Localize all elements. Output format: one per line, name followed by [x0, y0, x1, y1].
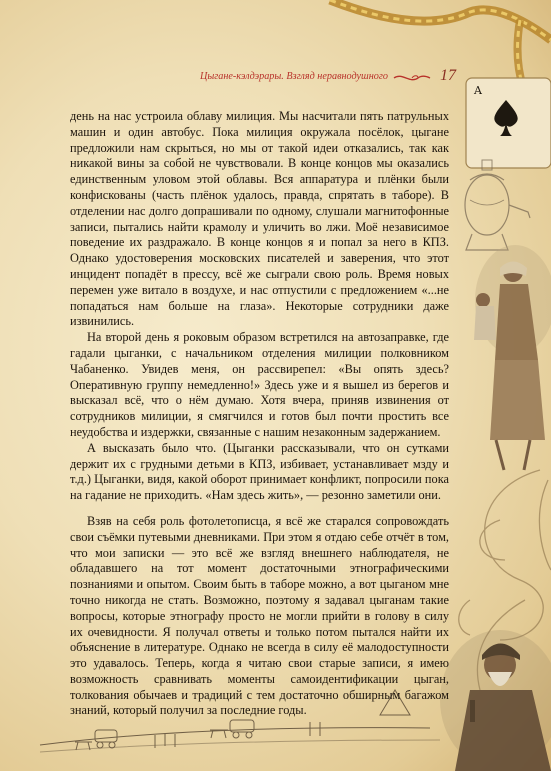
svg-text:A: A [474, 84, 482, 97]
samovar-icon [465, 160, 530, 250]
paragraph: день на нас устроила облаву милиция. Мы насчитали пять патрульных машин и один автобус. Пока милиция окружала посёлок, цыгане предложили нам скрыться, но мы от такой идеи отказались, так как никакой вины за собой не чувствовали. В конце концов мы оказались единственным уловом этой облавы. Вся аппаратура и плёнки были конфискованы (часть плёнок удалось, правда, спрятать в таборе). В отделении нас долго допрашивали по одному, слушали магнитофонные записи, пытались найти крамолу и уличить во лжи. Моё независимое поведение их раздражало. В конце концов я и попал за него в КПЗ. Однако удостоверения московских писателей и заверения, что этот инцидент попадёт в прессу, всё же сыграли свою роль. Время новых перемен уже витало в воздухе, и нас отпустили с предложением «...не попадаться нам больше на глаза». Некоторые сотрудники даже извинились. [70, 109, 449, 329]
old-man-photo [440, 630, 551, 771]
paragraph: На второй день я роковым образом встретился на автозаправке, где гадали цыганки, с начальником отделения милиции полковником Чабаненко. Увидев меня, он рассвирепел: «Вы опять здесь? Оперативную группу немедленно!» Здесь уже и я вышел из берегов и высказал всё, что о нём думаю. Хотя вчера, приняв извинения от сотрудников милиции, я смягчился и готов был почти простить все неудобства и издержки, связанные с нашим незаконным задержанием. [70, 330, 449, 439]
swirl-ornament-icon [392, 72, 432, 84]
paragraph: Взяв на себя роль фотолетописца, я всё же старался сопровождать свои съёмки путевыми дневниками. При этом я отдаю себе отчёт в том, что мои записки — это всё же взгляд внешнего наблюдателя, не обладавшего на тот момент достаточными этнографическими познаниями и опытом. Своим быть в таборе можно, а вот цыганом мне точно никогда не стать. Возможно, поэтому я задавал цыганам такие вопросы, которые этнографу просто не могли прийти в голову в силу их очевидности. Я получал ответы и только потом пытался найти их объяснение в литературе. Однако не всегда в силу её малодоступности это удавалось. Теперь, когда я читаю свои старые записи, я имею возможность сравнивать моменты самоидентификации цыган, толкования обычаев и традиций с тем достаточно обширным багажом знаний, который получил за последние годы. [70, 513, 449, 718]
woman-with-child-photo [474, 245, 551, 470]
running-head: Цыгане-кэлдэрары. Взгляд неравнодушного [200, 71, 388, 82]
page-number: 17 [440, 67, 456, 84]
paragraph: А высказать было что. (Цыганки рассказывали, что он сутками держит их с грудными детьми в КПЗ, избивает, устанавливает мзду и т.д.) Цыганки, видя, какой оборот принимает конфликт, попросили пока на гадание не приходить. «Нам здесь жить», — резонно заметили они. [70, 440, 449, 503]
playing-card-icon [466, 78, 551, 168]
body-text [70, 109, 449, 719]
